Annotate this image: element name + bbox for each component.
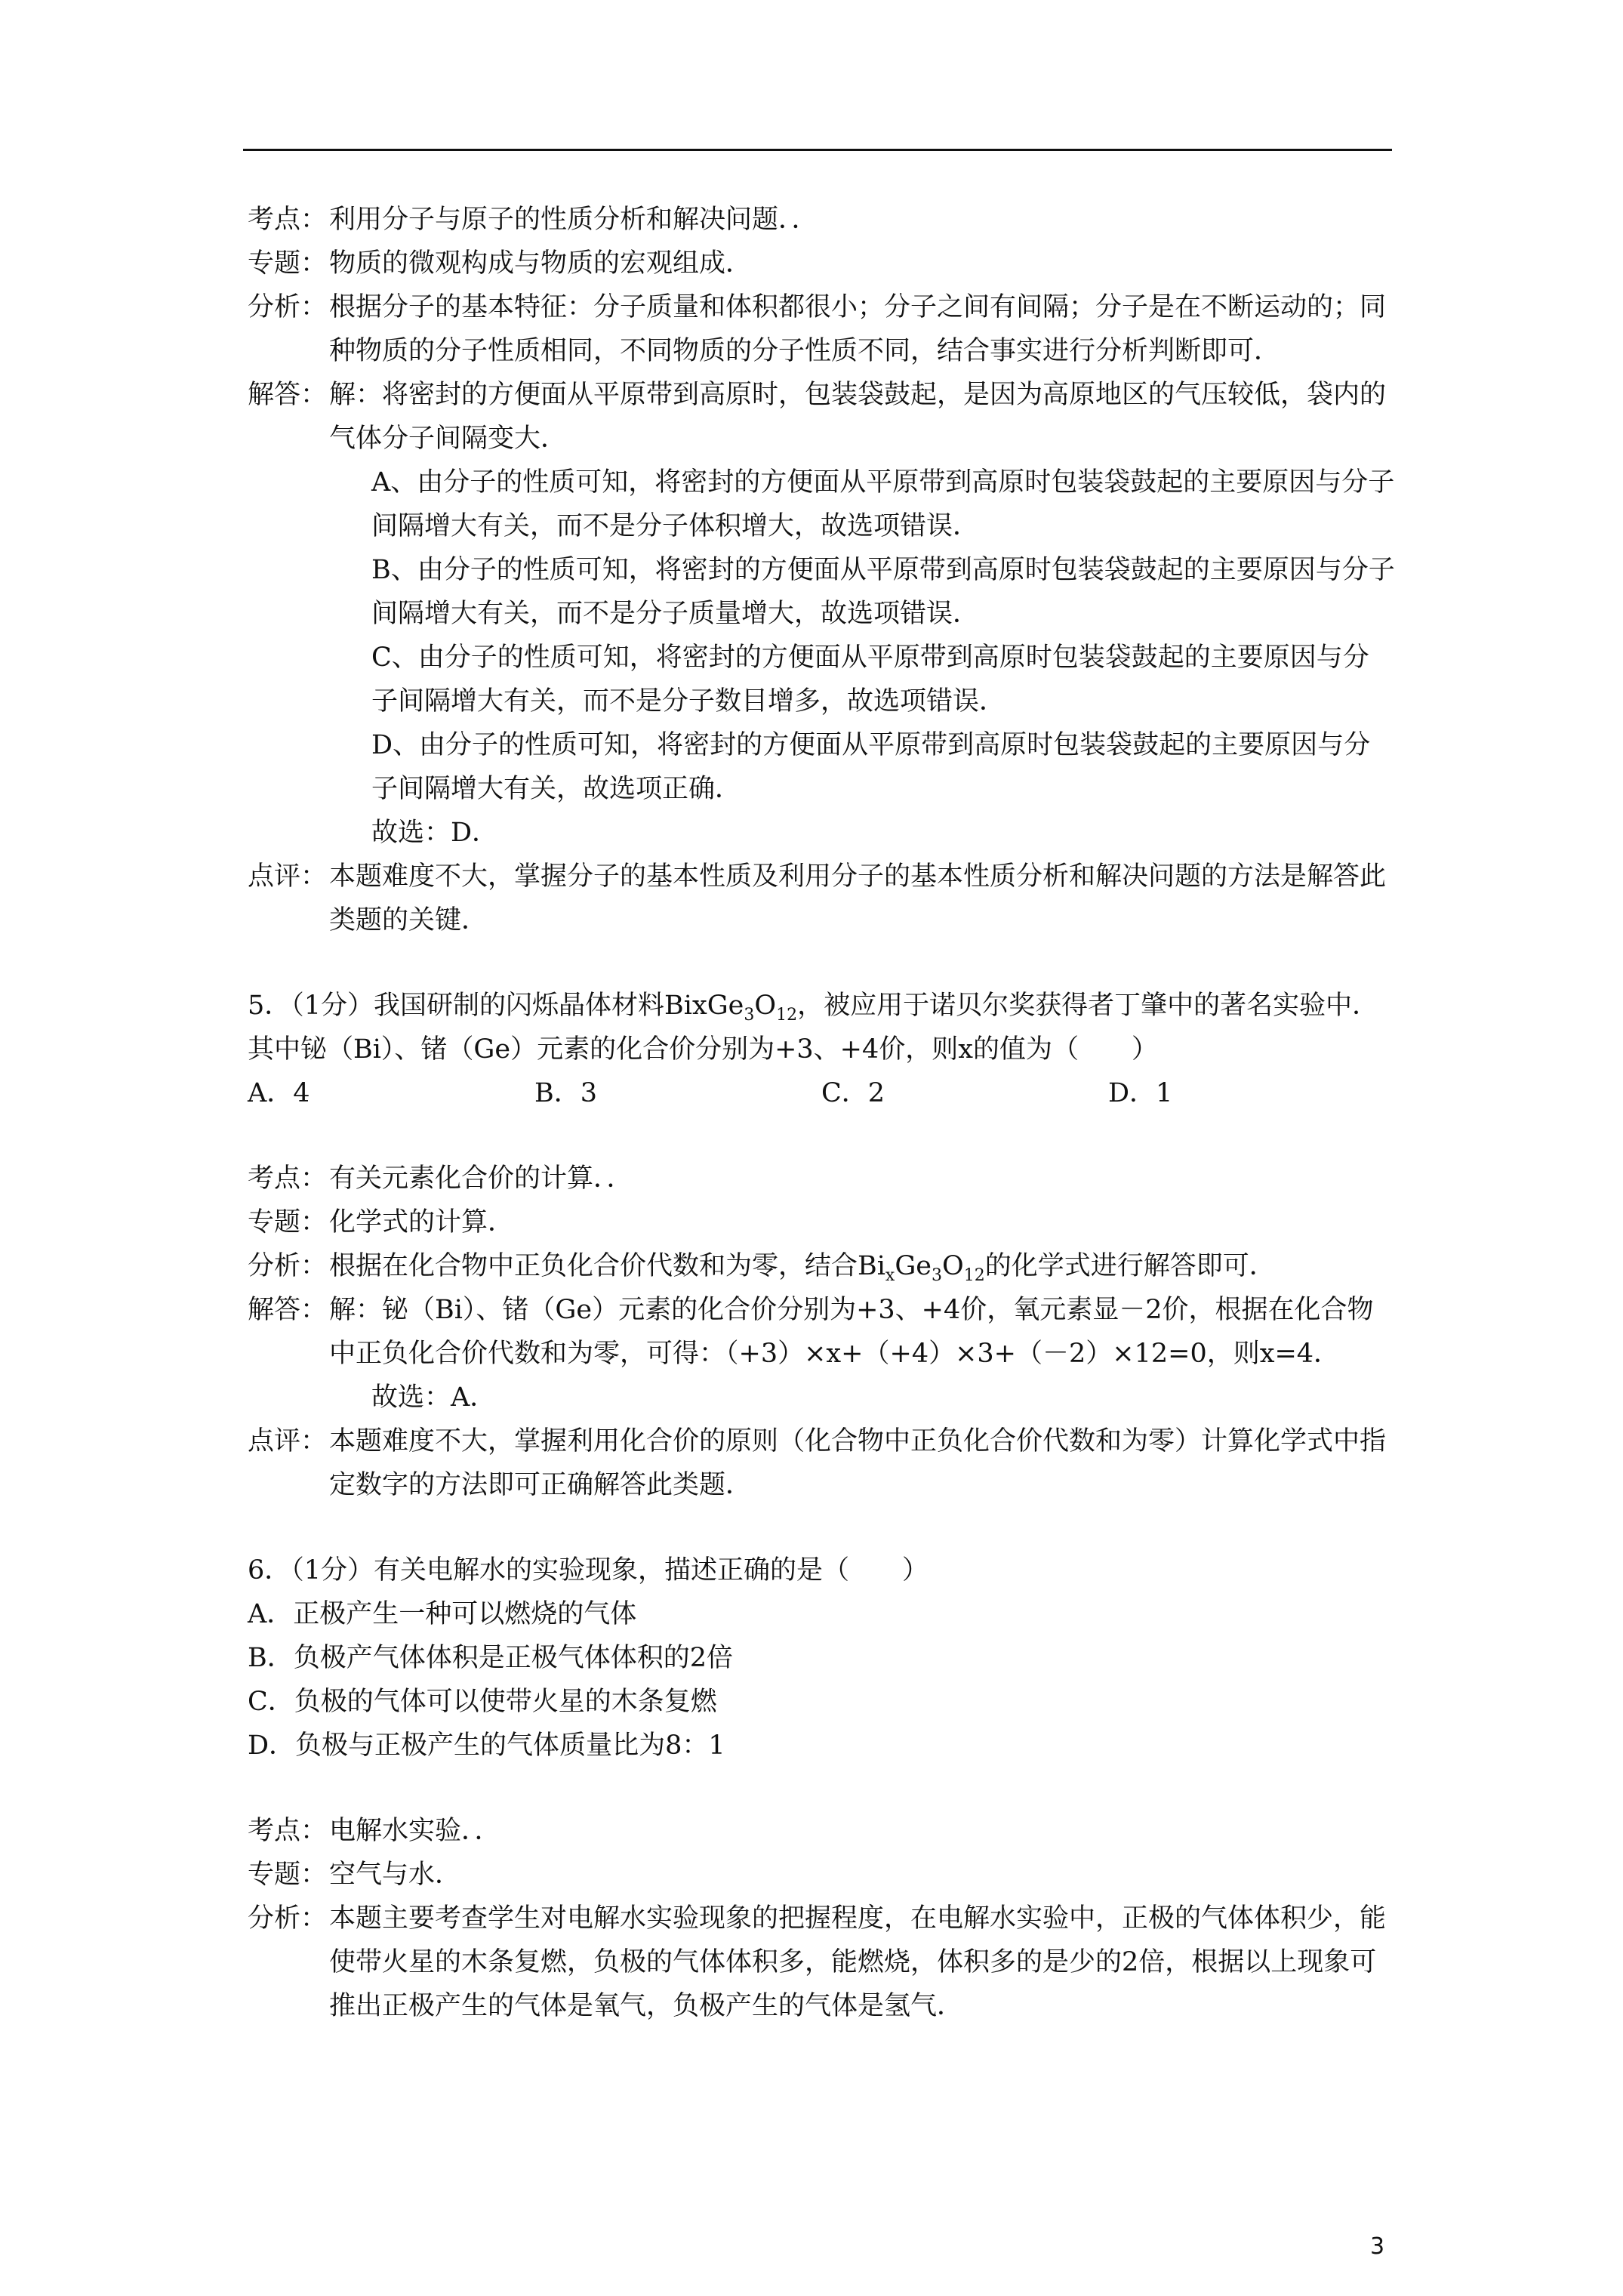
text: 有关元素化合价的计算．． [329, 1163, 633, 1194]
label: 专题： [248, 1207, 328, 1237]
q5-jieda [248, 1288, 1395, 1419]
q5-option-b: B．3 [534, 1078, 597, 1108]
label: 考点： [248, 205, 328, 235]
q6-stem: 6．（1分）有关电解水的实验现象，描述正确的是（ ） [248, 1555, 929, 1586]
label: 分析： [248, 292, 328, 322]
jieda-answer: 故选：D． [371, 818, 499, 848]
jieda-option-c: C、由分子的性质可知，将密封的方便面从平原带到高原时包装袋鼓起的主要原因与分子间隔增大有关，而不是分子数目增多，故选项错误． [371, 643, 1369, 717]
q5-kaodian [248, 1157, 1395, 1200]
q4-fenxi [248, 285, 1395, 373]
label: 分析： [248, 1903, 328, 1934]
label: 解答： [248, 380, 328, 410]
label: 专题： [248, 248, 328, 279]
label: 点评： [248, 861, 328, 892]
q5-options [248, 1071, 1395, 1115]
q6-option-a: A．正极产生一种可以燃烧的气体 [248, 1599, 637, 1629]
q5-option-a: A．4 [248, 1078, 310, 1108]
label: 点评： [248, 1426, 328, 1456]
text: 空气与水． [329, 1860, 462, 1890]
label: 分析： [248, 1251, 328, 1281]
q5-zhuanti [248, 1200, 1395, 1244]
text: 物质的微观构成与物质的宏观组成． [329, 248, 753, 279]
text: 利用分子与原子的性质分析和解决问题．． [329, 205, 818, 235]
jieda-option-a: A、由分子的性质可知，将密封的方便面从平原带到高原时包装袋鼓起的主要原因与分子间隔增大有关，而不是分子体积增大，故选项错误． [371, 467, 1395, 541]
text: 根据分子的基本特征：分子质量和体积都很小；分子之间有间隔；分子是在不断运动的；同种物质的分子性质相同，不同物质的分子性质不同，结合事实进行分析判断即可． [329, 292, 1387, 366]
q5-option-c: C．2 [821, 1078, 885, 1108]
jieda-content [329, 1288, 1395, 1419]
q6-zhuanti [248, 1853, 1395, 1897]
q6-option-c: C．负极的气体可以使带火星的木条复燃 [248, 1687, 717, 1717]
q4-jieda [248, 373, 1395, 855]
label: 专题： [248, 1860, 328, 1890]
q6-kaodian [248, 1809, 1395, 1853]
q6-option-d: D．负极与正极产生的气体质量比为8：1 [248, 1730, 725, 1761]
header-rule [243, 149, 1392, 151]
text: 本题难度不大，掌握分子的基本性质及利用分子的基本性质分析和解决问题的方法是解答此类题的关键． [329, 861, 1387, 935]
jieda-intro: 解：将密封的方便面从平原带到高原时，包装袋鼓起，是因为高原地区的气压较低，袋内的气体分子间隔变大． [329, 380, 1387, 454]
q5-fenxi [248, 1244, 1395, 1288]
q5-stem: 5．（1分）我国研制的闪烁晶体材料$BixGe_3O_{12}$，被应用于诺贝尔奖获得者丁肇中的著名实验中．其中铋（Bi）、锗（Ge）元素的化合价分别为+3、+4价，则x的值为（ ） [248, 991, 1379, 1065]
text: 电解水实验．． [329, 1816, 501, 1846]
text: 本题主要考查学生对电解水实验现象的把握程度，在电解水实验中，正极的气体体积少，能使带火星的木条复燃，负极的气体体积多，能燃烧，体积多的是少的2倍，根据以上现象可推出正极产生的气体是氧气，负极产生的气体是氢气． [329, 1903, 1387, 2021]
q5-dianping [248, 1419, 1395, 1507]
label: 考点： [248, 1816, 328, 1846]
q4-zhuanti [248, 242, 1395, 285]
label: 考点： [248, 1163, 328, 1194]
jieda-answer: 故选：A． [371, 1382, 497, 1413]
jieda-text: 解：铋（Bi）、锗（Ge）元素的化合价分别为+3、+4价，氧元素显－2价，根据在化合物中正负化合价代数和为零，可得：（+3）×x+（+4）×3+（－2）×12=0，则x=4． [329, 1295, 1374, 1369]
jieda-option-d: D、由分子的性质可知，将密封的方便面从平原带到高原时包装袋鼓起的主要原因与分子间隔增大有关，故选项正确． [371, 730, 1371, 804]
q5-option-d: D．1 [1108, 1078, 1173, 1108]
label: 解答： [248, 1295, 328, 1325]
document-body [248, 198, 1395, 2028]
q4-dianping [248, 855, 1395, 942]
text: 根据在化合物中正负化合价代数和为零，结合$Bi_xGe_3O_{12}$的化学式进行解答即可． [329, 1251, 1276, 1285]
q6-fenxi [248, 1897, 1395, 2028]
q4-kaodian [248, 198, 1395, 242]
page-number: 3 [1370, 2233, 1385, 2260]
q6-option-b: B．负极产气体体积是正极气体体积的2倍 [248, 1643, 733, 1673]
text: 化学式的计算． [329, 1207, 515, 1237]
jieda-content [329, 373, 1395, 855]
text: 本题难度不大，掌握利用化合价的原则（化合物中正负化合价代数和为零）计算化学式中指定数字的方法即可正确解答此类题． [329, 1426, 1387, 1500]
jieda-option-b: B、由分子的性质可知，将密封的方便面从平原带到高原时包装袋鼓起的主要原因与分子间隔增大有关，而不是分子质量增大，故选项错误． [371, 555, 1395, 629]
